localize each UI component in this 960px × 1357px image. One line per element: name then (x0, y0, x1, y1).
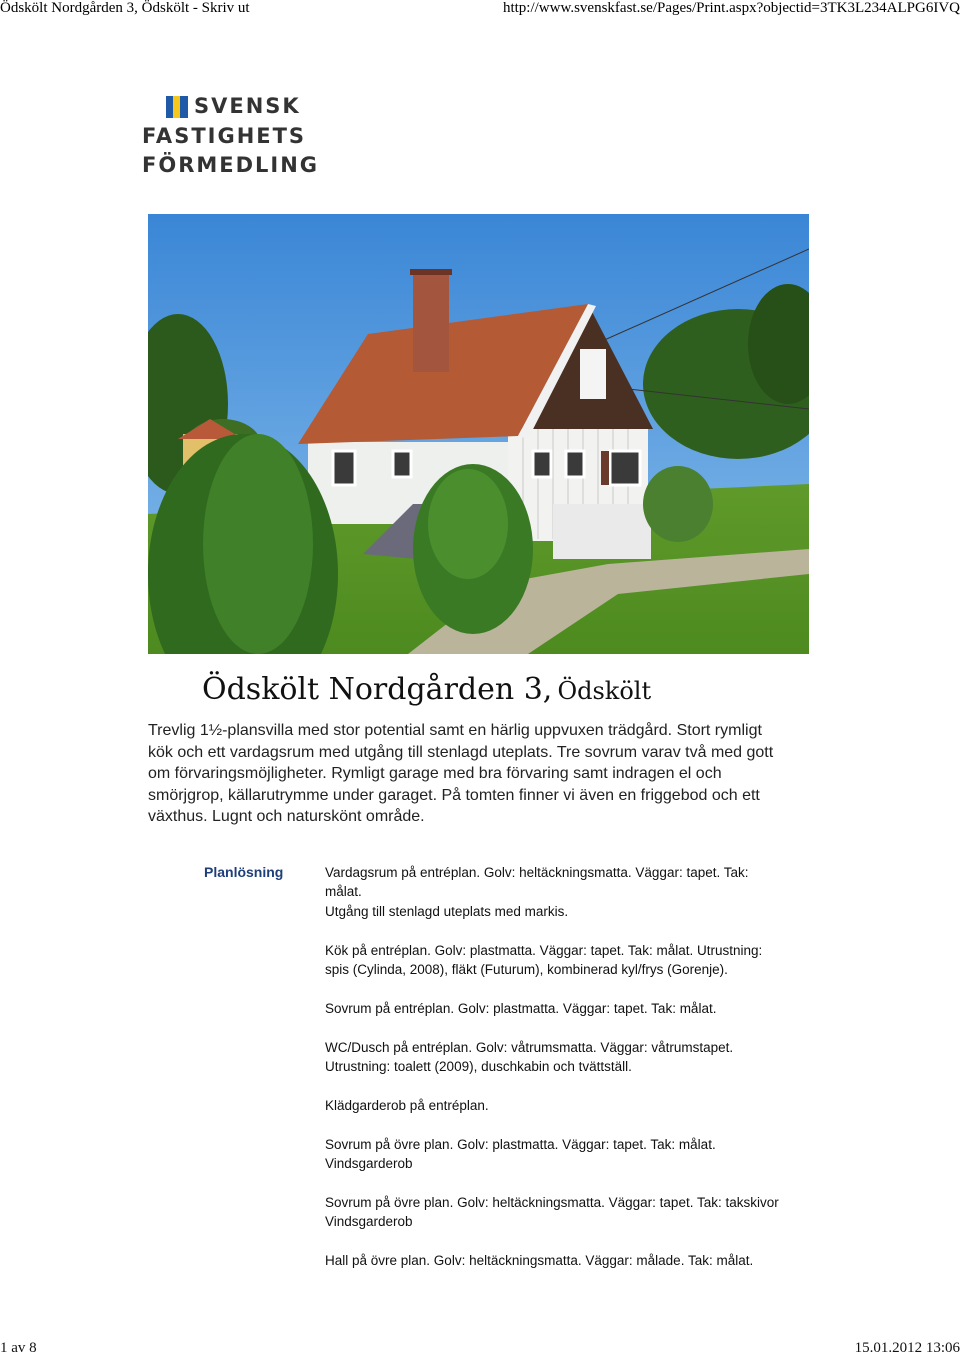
print-datetime: 15.01.2012 13:06 (854, 1340, 960, 1356)
svensk-fastighetsformedling-logo (140, 94, 320, 180)
logo-line-3: FÖRMEDLING (142, 153, 320, 177)
room-line: Vindsgarderob (325, 1156, 413, 1172)
room-entry (325, 863, 815, 921)
listing-title-address: Ödskölt Nordgården 3, (202, 672, 553, 707)
room-line: Utrustning: toalett (2009), duschkabin och tvättställ. (325, 1059, 632, 1075)
room-line: Vindsgarderob (325, 1214, 413, 1230)
description-line: om förvaringsmöjligheter. Rymligt garage med bra förvaring samt indragen el och (148, 765, 722, 783)
floorplan-room-list (325, 863, 815, 1290)
print-url: http://www.svenskfast.se/Pages/Print.aspx?objectid=3TK3L234ALPG6IVQ (502, 0, 960, 16)
room-entry (325, 1193, 815, 1232)
room-line: Klädgarderob på entréplan. (325, 1097, 489, 1113)
page-counter: 1 av 8 (0, 1340, 37, 1356)
logo-line-2: FASTIGHETS (142, 124, 307, 148)
room-line: spis (Cylinda, 2008), fläkt (Futurum), kombinerad kyl/frys (Gorenje). (325, 962, 728, 978)
room-line: Hall på övre plan. Golv: heltäckningsmatta. Väggar: målade. Tak: målat. (325, 1253, 754, 1269)
room-entry (325, 1096, 815, 1115)
description-line: Trevlig 1½-plansvilla med stor potential samt en härlig uppvuxen trädgård. Stort rymligt (148, 722, 762, 739)
room-entry (325, 1251, 815, 1270)
description-line: växthus. Lugnt och naturskönt område. (148, 808, 425, 826)
house-photo (148, 214, 809, 654)
listing-description (148, 720, 818, 828)
room-line: WC/Dusch på entréplan. Golv: våtrumsmatta. Väggar: våtrumstapet. (325, 1039, 734, 1055)
listing-title (202, 672, 651, 707)
swedish-flag-icon (166, 96, 188, 118)
room-line: Sovrum på entréplan. Golv: plastmatta. Väggar: tapet. Tak: målat. (325, 1000, 717, 1016)
description-line: kök och ett vardagsrum med utgång till stenlagd uteplats. Tre sovrum varav två med gott (148, 743, 774, 761)
description-line: smörjgrop, källarutrymme under garaget. På tomten finner vi även en friggebod och ett (148, 786, 760, 804)
floorplan-label: Planlösning (204, 864, 284, 880)
room-line: Utgång till stenlagd uteplats med markis. (325, 903, 569, 919)
room-line: målat. (325, 884, 362, 900)
print-header (0, 0, 960, 22)
room-line: Sovrum på övre plan. Golv: plastmatta. Väggar: tapet. Tak: målat. (325, 1136, 716, 1152)
room-line: Kök på entréplan. Golv: plastmatta. Väggar: tapet. Tak: målat. Utrustning: (325, 942, 763, 958)
room-entry (325, 941, 815, 980)
room-entry (325, 1135, 815, 1174)
listing-title-area: Ödskölt (557, 677, 652, 705)
room-line: Sovrum på övre plan. Golv: heltäckningsmatta. Väggar: tapet. Tak: takskivor (325, 1194, 779, 1210)
room-entry (325, 1038, 815, 1077)
print-page-title: Ödskölt Nordgården 3, Ödskölt - Skriv ut (0, 0, 250, 16)
room-entry (325, 999, 815, 1018)
logo-line-1: SVENSK (194, 94, 301, 118)
room-line: Vardagsrum på entréplan. Golv: heltäckningsmatta. Väggar: tapet. Tak: (325, 865, 749, 880)
